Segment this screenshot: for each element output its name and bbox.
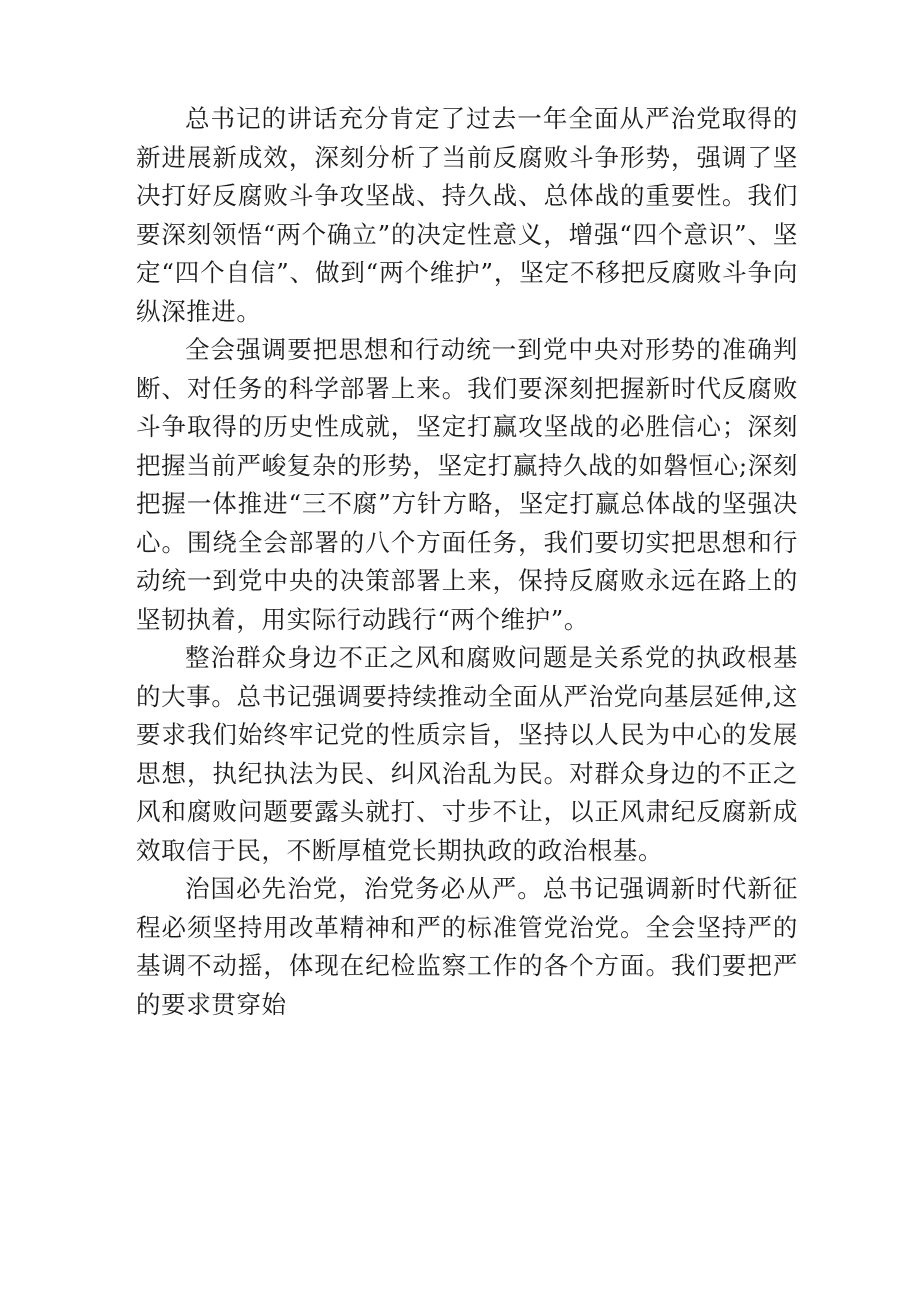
paragraph-4: 治国必先治党，治党务必从严。总书记强调新时代新征程必须坚持用改革精神和严的标准管党治党。全会坚持严的基调不动摇，体现在纪检监察工作的各个方面。我们要把严的要求贯穿始 xyxy=(136,874,798,1019)
paragraph-3: 整治群众身边不正之风和腐败问题是关系党的执政根基的大事。总书记强调要持续推动全面从严治党向基层延伸,这要求我们始终牢记党的性质宗旨，坚持以人民为中心的发展思想，执纪执法为民、纠风治乱为民。对群众身边的不正之风和腐败问题要露头就打、寸步不让，以正风肃纪反腐新成效取信于民，不断厚植党长期执政的政治根基。 xyxy=(136,643,798,865)
paragraph-2: 全会强调要把思想和行动统一到党中央对形势的准确判断、对任务的科学部署上来。我们要深刻把握新时代反腐败斗争取得的历史性成就，坚定打赢攻坚战的必胜信心；深刻把握当前严峻复杂的形势，坚定打赢持久战的如磐恒心;深刻把握一体推进“三不腐”方针方略，坚定打赢总体战的坚强决心。围绕全会部署的八个方面任务，我们要切实把思想和行动统一到党中央的决策部署上来，保持反腐败永远在路上的坚韧执着，用实际行动践行“两个维护”。 xyxy=(136,335,798,634)
paragraph-1: 总书记的讲话充分肯定了过去一年全面从严治党取得的新进展新成效，深刻分析了当前反腐败斗争形势，强调了坚决打好反腐败斗争攻坚战、持久战、总体战的重要性。我们要深刻领悟“两个确立”的决定性意义，增强“四个意识”、坚定“四个自信”、做到“两个维护”，坚定不移把反腐败斗争向纵深推进。 xyxy=(136,104,798,326)
